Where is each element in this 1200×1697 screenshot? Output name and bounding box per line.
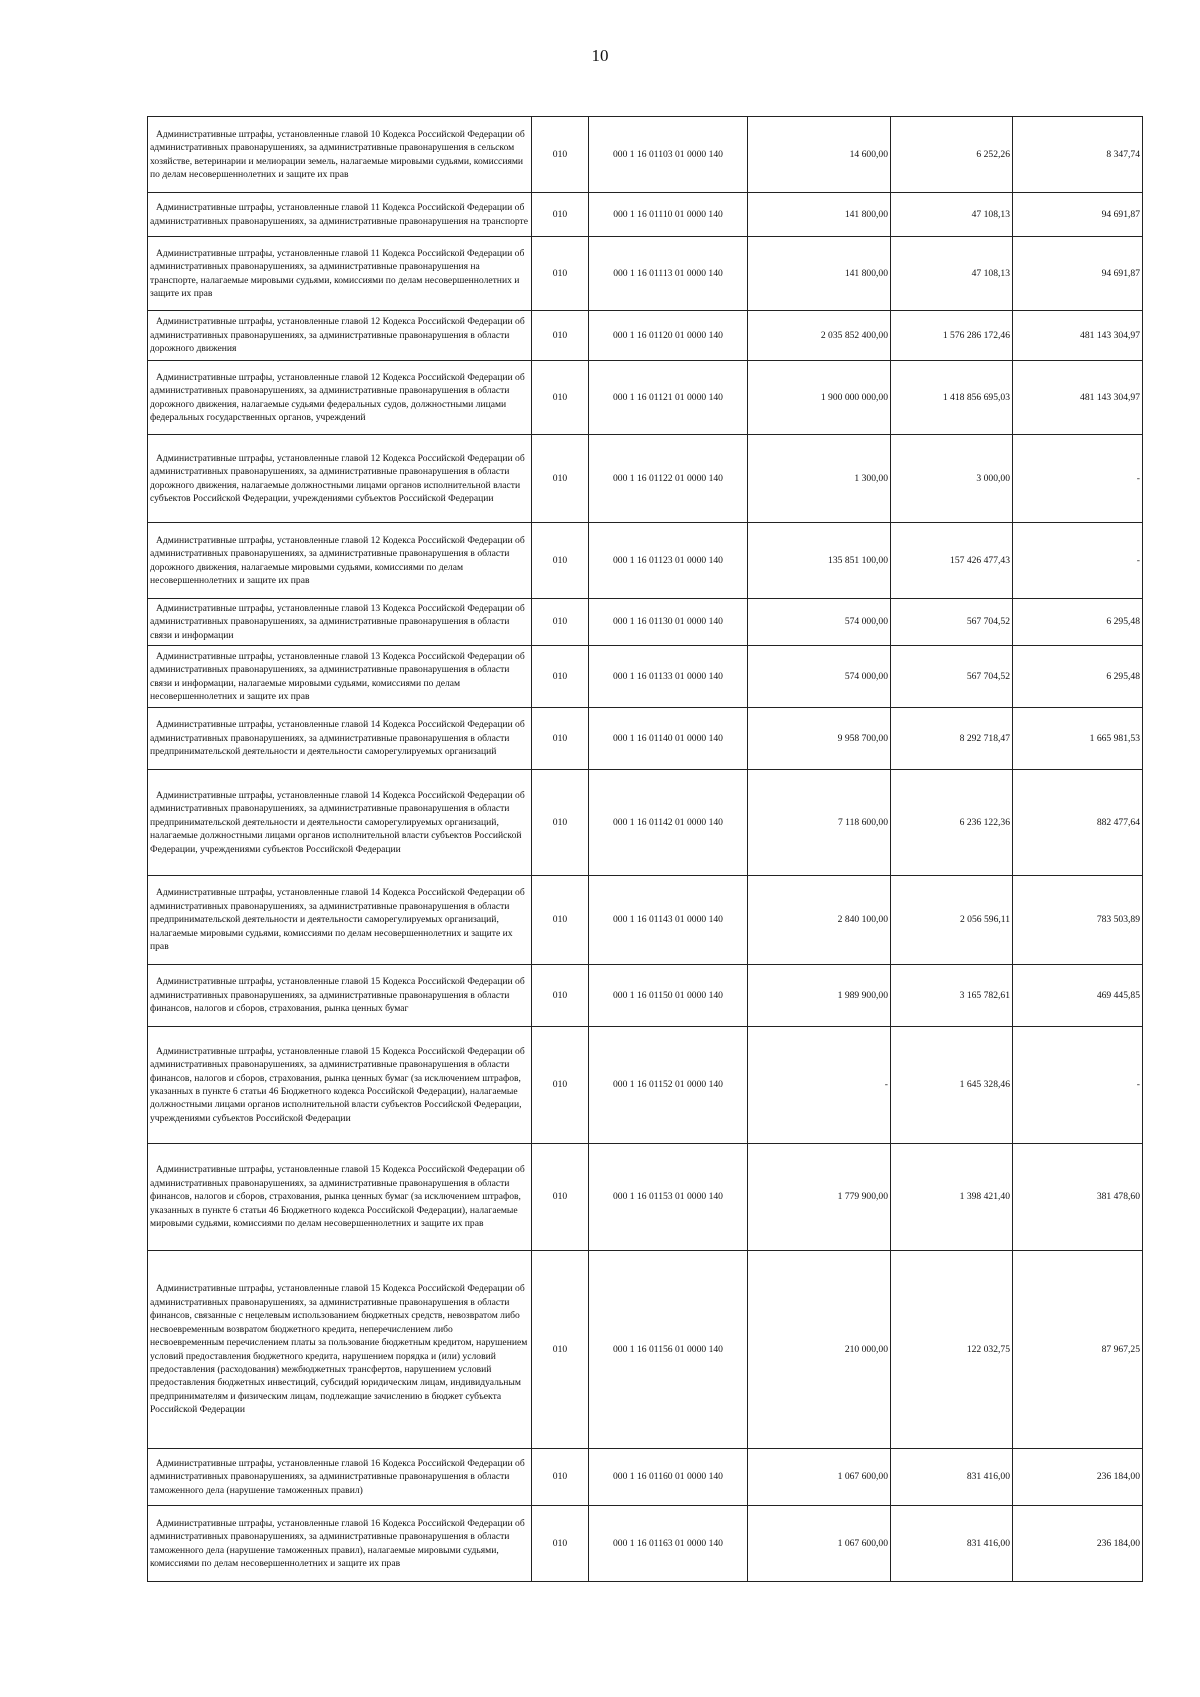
cell-budget-code: 000 1 16 01123 01 0000 140	[589, 523, 748, 599]
cell-unexecuted-amount: 481 143 304,97	[1013, 311, 1143, 361]
cell-budget-code: 000 1 16 01120 01 0000 140	[589, 311, 748, 361]
cell-budget-code: 000 1 16 01152 01 0000 140	[589, 1027, 748, 1144]
cell-unexecuted-amount: 94 691,87	[1013, 193, 1143, 237]
cell-line-code: 010	[532, 1144, 589, 1251]
cell-unexecuted-amount: 481 143 304,97	[1013, 361, 1143, 435]
cell-line-code: 010	[532, 435, 589, 523]
table-row	[148, 1506, 1143, 1582]
cell-unexecuted-amount: -	[1013, 435, 1143, 523]
cell-budget-code: 000 1 16 01150 01 0000 140	[589, 965, 748, 1027]
cell-line-code: 010	[532, 237, 589, 311]
cell-approved-amount: 7 118 600,00	[748, 770, 891, 876]
cell-unexecuted-amount: 94 691,87	[1013, 237, 1143, 311]
table-row	[148, 1144, 1143, 1251]
cell-approved-amount: 135 851 100,00	[748, 523, 891, 599]
cell-unexecuted-amount: 8 347,74	[1013, 117, 1143, 193]
cell-approved-amount: 210 000,00	[748, 1251, 891, 1449]
cell-executed-amount: 47 108,13	[891, 237, 1013, 311]
cell-description: Административные штрафы, установленные главой 11 Кодекса Российской Федерации об административных правонарушениях, за административные правонарушения на транспорте	[148, 193, 532, 237]
cell-executed-amount: 3 000,00	[891, 435, 1013, 523]
cell-budget-code: 000 1 16 01121 01 0000 140	[589, 361, 748, 435]
table-row	[148, 1251, 1143, 1449]
cell-line-code: 010	[532, 1251, 589, 1449]
table-row	[148, 361, 1143, 435]
cell-executed-amount: 122 032,75	[891, 1251, 1013, 1449]
cell-description: Административные штрафы, установленные главой 12 Кодекса Российской Федерации об административных правонарушениях, за административные правонарушения в области дорожного движения, налагаемые судьями федеральных судов, должностными лицами федеральных государственных органов, учреждений	[148, 361, 532, 435]
cell-line-code: 010	[532, 1027, 589, 1144]
cell-line-code: 010	[532, 599, 589, 646]
table-row	[148, 117, 1143, 193]
cell-line-code: 010	[532, 770, 589, 876]
cell-approved-amount: 141 800,00	[748, 237, 891, 311]
cell-description: Административные штрафы, установленные главой 15 Кодекса Российской Федерации об административных правонарушениях, за административные правонарушения в области финансов, связанные с нецелевым использованием бюджетных средств, невозвратом либо несвоевременным возвратом бюджетного кредита, неперечислением либо несвоевременным перечислением платы за пользование бюджетным кредитом, нарушением условий предоставления бюджетного кредита, нарушением порядка и (или) условий предоставления (расходования) межбюджетных трансфертов, нарушением условий предоставления бюджетных инвестиций, субсидий юридическим лицам, индивидуальным предпринимателям и физическим лицам, подлежащие зачислению в бюджет субъекта Российской Федерации	[148, 1251, 532, 1449]
cell-line-code: 010	[532, 1449, 589, 1506]
cell-description: Административные штрафы, установленные главой 14 Кодекса Российской Федерации об административных правонарушениях, за административные правонарушения в области предпринимательской деятельности и деятельности саморегулируемых организаций	[148, 708, 532, 770]
cell-unexecuted-amount: 783 503,89	[1013, 876, 1143, 965]
cell-unexecuted-amount: 1 665 981,53	[1013, 708, 1143, 770]
cell-approved-amount: 2 035 852 400,00	[748, 311, 891, 361]
cell-executed-amount: 6 236 122,36	[891, 770, 1013, 876]
cell-budget-code: 000 1 16 01140 01 0000 140	[589, 708, 748, 770]
cell-description: Административные штрафы, установленные главой 12 Кодекса Российской Федерации об административных правонарушениях, за административные правонарушения в области дорожного движения, налагаемые должностными лицами органов исполнительной власти субъектов Российской Федерации, учреждениями субъектов Российской Федерации	[148, 435, 532, 523]
cell-line-code: 010	[532, 708, 589, 770]
cell-description: Административные штрафы, установленные главой 14 Кодекса Российской Федерации об административных правонарушениях, за административные правонарушения в области предпринимательской деятельности и деятельности саморегулируемых организаций, налагаемые должностными лицами органов исполнительной власти субъектов Российской Федерации, учреждениями субъектов Российской Федерации	[148, 770, 532, 876]
table-row	[148, 193, 1143, 237]
cell-approved-amount: 1 067 600,00	[748, 1449, 891, 1506]
cell-unexecuted-amount: 236 184,00	[1013, 1449, 1143, 1506]
table-body	[148, 117, 1143, 1582]
cell-budget-code: 000 1 16 01113 01 0000 140	[589, 237, 748, 311]
cell-approved-amount: 1 989 900,00	[748, 965, 891, 1027]
table-row	[148, 1449, 1143, 1506]
cell-budget-code: 000 1 16 01133 01 0000 140	[589, 646, 748, 708]
cell-description: Административные штрафы, установленные главой 16 Кодекса Российской Федерации об административных правонарушениях, за административные правонарушения в области таможенного дела (нарушение таможенных правил)	[148, 1449, 532, 1506]
table-row	[148, 435, 1143, 523]
table-row	[148, 876, 1143, 965]
cell-unexecuted-amount: -	[1013, 1027, 1143, 1144]
cell-executed-amount: 6 252,26	[891, 117, 1013, 193]
cell-unexecuted-amount: 6 295,48	[1013, 599, 1143, 646]
cell-approved-amount: 1 900 000 000,00	[748, 361, 891, 435]
table-row	[148, 599, 1143, 646]
cell-approved-amount: 1 067 600,00	[748, 1506, 891, 1582]
cell-approved-amount: 574 000,00	[748, 599, 891, 646]
revenue-table	[147, 116, 1143, 1582]
cell-approved-amount: 2 840 100,00	[748, 876, 891, 965]
cell-budget-code: 000 1 16 01110 01 0000 140	[589, 193, 748, 237]
cell-executed-amount: 3 165 782,61	[891, 965, 1013, 1027]
cell-description: Административные штрафы, установленные главой 15 Кодекса Российской Федерации об административных правонарушениях, за административные правонарушения в области финансов, налогов и сборов, страхования, рынка ценных бумаг (за исключением штрафов, указанных в пункте 6 статьи 46 Бюджетного кодекса Российской Федерации), налагаемые должностными лицами органов исполнительной власти субъектов Российской Федерации, учреждениями субъектов Российской Федерации	[148, 1027, 532, 1144]
cell-budget-code: 000 1 16 01122 01 0000 140	[589, 435, 748, 523]
cell-executed-amount: 2 056 596,11	[891, 876, 1013, 965]
table-row	[148, 311, 1143, 361]
table-row	[148, 708, 1143, 770]
cell-approved-amount: 9 958 700,00	[748, 708, 891, 770]
cell-line-code: 010	[532, 876, 589, 965]
cell-executed-amount: 8 292 718,47	[891, 708, 1013, 770]
cell-unexecuted-amount: 469 445,85	[1013, 965, 1143, 1027]
cell-approved-amount: 141 800,00	[748, 193, 891, 237]
cell-line-code: 010	[532, 193, 589, 237]
cell-line-code: 010	[532, 523, 589, 599]
cell-executed-amount: 567 704,52	[891, 646, 1013, 708]
cell-budget-code: 000 1 16 01160 01 0000 140	[589, 1449, 748, 1506]
cell-executed-amount: 1 418 856 695,03	[891, 361, 1013, 435]
cell-description: Административные штрафы, установленные главой 12 Кодекса Российской Федерации об административных правонарушениях, за административные правонарушения в области дорожного движения	[148, 311, 532, 361]
cell-description: Административные штрафы, установленные главой 10 Кодекса Российской Федерации об административных правонарушениях, за административные правонарушения в сельском хозяйстве, ветеринарии и мелиорации земель, налагаемые мировыми судьями, комиссиями по делам несовершеннолетних и защите их прав	[148, 117, 532, 193]
cell-line-code: 010	[532, 311, 589, 361]
cell-line-code: 010	[532, 361, 589, 435]
cell-line-code: 010	[532, 1506, 589, 1582]
cell-approved-amount: -	[748, 1027, 891, 1144]
cell-budget-code: 000 1 16 01163 01 0000 140	[589, 1506, 748, 1582]
cell-unexecuted-amount: 236 184,00	[1013, 1506, 1143, 1582]
page-number: 10	[591, 46, 609, 65]
cell-description: Административные штрафы, установленные главой 11 Кодекса Российской Федерации об административных правонарушениях, за административные правонарушения на транспорте, налагаемые мировыми судьями, комиссиями по делам несовершеннолетних и защите их прав	[148, 237, 532, 311]
cell-executed-amount: 47 108,13	[891, 193, 1013, 237]
table-row	[148, 646, 1143, 708]
cell-description: Административные штрафы, установленные главой 16 Кодекса Российской Федерации об административных правонарушениях, за административные правонарушения в области таможенного дела (нарушение таможенных правил), налагаемые мировыми судьями, комиссиями по делам несовершеннолетних и защите их прав	[148, 1506, 532, 1582]
cell-executed-amount: 1 645 328,46	[891, 1027, 1013, 1144]
table-row	[148, 965, 1143, 1027]
cell-budget-code: 000 1 16 01103 01 0000 140	[589, 117, 748, 193]
cell-approved-amount: 1 300,00	[748, 435, 891, 523]
cell-description: Административные штрафы, установленные главой 14 Кодекса Российской Федерации об административных правонарушениях, за административные правонарушения в области предпринимательской деятельности и деятельности саморегулируемых организаций, налагаемые мировыми судьями, комиссиями по делам несовершеннолетних и защите их прав	[148, 876, 532, 965]
cell-line-code: 010	[532, 117, 589, 193]
cell-approved-amount: 1 779 900,00	[748, 1144, 891, 1251]
cell-description: Административные штрафы, установленные главой 15 Кодекса Российской Федерации об административных правонарушениях, за административные правонарушения в области финансов, налогов и сборов, страхования, рынка ценных бумаг	[148, 965, 532, 1027]
cell-budget-code: 000 1 16 01130 01 0000 140	[589, 599, 748, 646]
cell-budget-code: 000 1 16 01142 01 0000 140	[589, 770, 748, 876]
cell-budget-code: 000 1 16 01153 01 0000 140	[589, 1144, 748, 1251]
cell-unexecuted-amount: 6 295,48	[1013, 646, 1143, 708]
table-row	[148, 237, 1143, 311]
cell-description: Административные штрафы, установленные главой 15 Кодекса Российской Федерации об административных правонарушениях, за административные правонарушения в области финансов, налогов и сборов, страхования, рынка ценных бумаг (за исключением штрафов, указанных в пункте 6 статьи 46 Бюджетного кодекса Российской Федерации), налагаемые мировыми судьями, комиссиями по делам несовершеннолетних и защите их прав	[148, 1144, 532, 1251]
cell-budget-code: 000 1 16 01143 01 0000 140	[589, 876, 748, 965]
table-row	[148, 770, 1143, 876]
cell-executed-amount: 831 416,00	[891, 1449, 1013, 1506]
cell-executed-amount: 831 416,00	[891, 1506, 1013, 1582]
cell-unexecuted-amount: 882 477,64	[1013, 770, 1143, 876]
cell-executed-amount: 1 398 421,40	[891, 1144, 1013, 1251]
table-row	[148, 523, 1143, 599]
cell-executed-amount: 567 704,52	[891, 599, 1013, 646]
cell-unexecuted-amount: 381 478,60	[1013, 1144, 1143, 1251]
cell-approved-amount: 14 600,00	[748, 117, 891, 193]
cell-executed-amount: 157 426 477,43	[891, 523, 1013, 599]
cell-unexecuted-amount: -	[1013, 523, 1143, 599]
cell-description: Административные штрафы, установленные главой 13 Кодекса Российской Федерации об административных правонарушениях, за административные правонарушения в области связи и информации	[148, 599, 532, 646]
cell-description: Административные штрафы, установленные главой 13 Кодекса Российской Федерации об административных правонарушениях, за административные правонарушения в области связи и информации, налагаемые мировыми судьями, комиссиями по делам несовершеннолетних и защите их прав	[148, 646, 532, 708]
cell-line-code: 010	[532, 965, 589, 1027]
cell-unexecuted-amount: 87 967,25	[1013, 1251, 1143, 1449]
cell-line-code: 010	[532, 646, 589, 708]
cell-approved-amount: 574 000,00	[748, 646, 891, 708]
cell-executed-amount: 1 576 286 172,46	[891, 311, 1013, 361]
cell-description: Административные штрафы, установленные главой 12 Кодекса Российской Федерации об административных правонарушениях, за административные правонарушения в области дорожного движения, налагаемые мировыми судьями, комиссиями по делам несовершеннолетних и защите их прав	[148, 523, 532, 599]
cell-budget-code: 000 1 16 01156 01 0000 140	[589, 1251, 748, 1449]
table-row	[148, 1027, 1143, 1144]
